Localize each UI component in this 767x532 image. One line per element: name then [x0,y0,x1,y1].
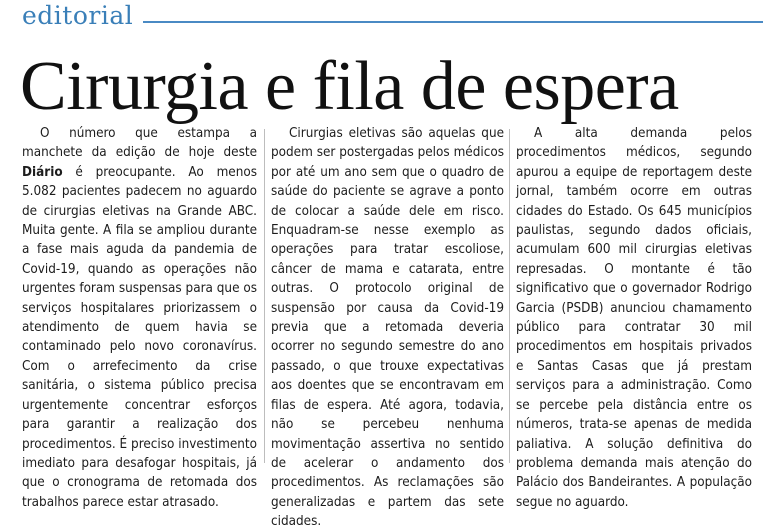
column-1-text-end: é preocupante. Ao menos 5.082 pacientes padecem no aguardo de cirurgias eletivas na Grande ABC. Muita gente. A fila se ampliou durante a fase mais aguda da pandemia de Covid-19, quando as operações não urgentes foram suspensas para que os serviços hospitalares priorizassem o atendimento de quem havia se contaminado pelo novo coronavírus. Com o arrefecimento da crise sanitária, o sistema público precisa urgentemente concentrar esforços para garantir a realização dos procedimentos. É preciso investimento imediato para desafogar hospitais, já que o cronograma de retomada dos trabalhos parece estar atrasado. [22,164,257,510]
column-divider-1 [264,129,265,463]
column-3-paragraph: A alta demanda pelos procedimentos médicos, segundo apurou a equipe de reportagem deste jornal, também ocorre em outras cidades do Estado. Os 645 municípios paulistas, segundo dados oficiais, acumulam 600 mil cirurgias eletivas represadas. O montante é tão significativo que o governador Rodrigo Garcia (PSDB) anunciou chamamento público para contratar 30 mil procedimentos em hospitais privados e Santas Casas que já prestam serviços para a administração. Como se percebe pela distância entre os números, trata-se apenas de medida paliativa. A solução definitiva do problema demanda mais atenção do Palácio dos Bandeirantes. A população segue no aguardo. [516,126,752,510]
article-column-1 [22,124,257,512]
column-1-paragraph [22,124,257,512]
column-2-paragraph: Cirurgias eletivas são aquelas que podem ser postergadas pelos médicos por até um ano sem que o quadro de saúde do paciente se agrave a ponto de colocar a saúde dele em risco. Enquadram-se nesse exemplo as operações para tratar escoliose, câncer de mama e catarata, entre outras. O protocolo original de suspensão por causa da Covid-19 previa que a retomada deveria ocorrer no segundo semestre do ano passado, o que trouxe expectativas aos doentes que se encontravam em filas de espera. Até agora, todavia, não se percebeu nenhuma movimentação assertiva no sentido de acelerar o andamento dos procedimentos. As reclamações são generalizadas e partem das sete cidades. [271,126,504,530]
section-rule [143,21,763,23]
article-column-3 [516,124,752,512]
section-label: editorial [22,1,134,30]
column-divider-2 [509,129,510,463]
column-1-text-start: O número que estampa a manchete da edição de hoje deste [22,126,257,161]
article-column-2 [271,124,504,532]
newspaper-name: Diário [22,164,63,180]
headline: Cirurgia e fila de espera [20,48,679,125]
